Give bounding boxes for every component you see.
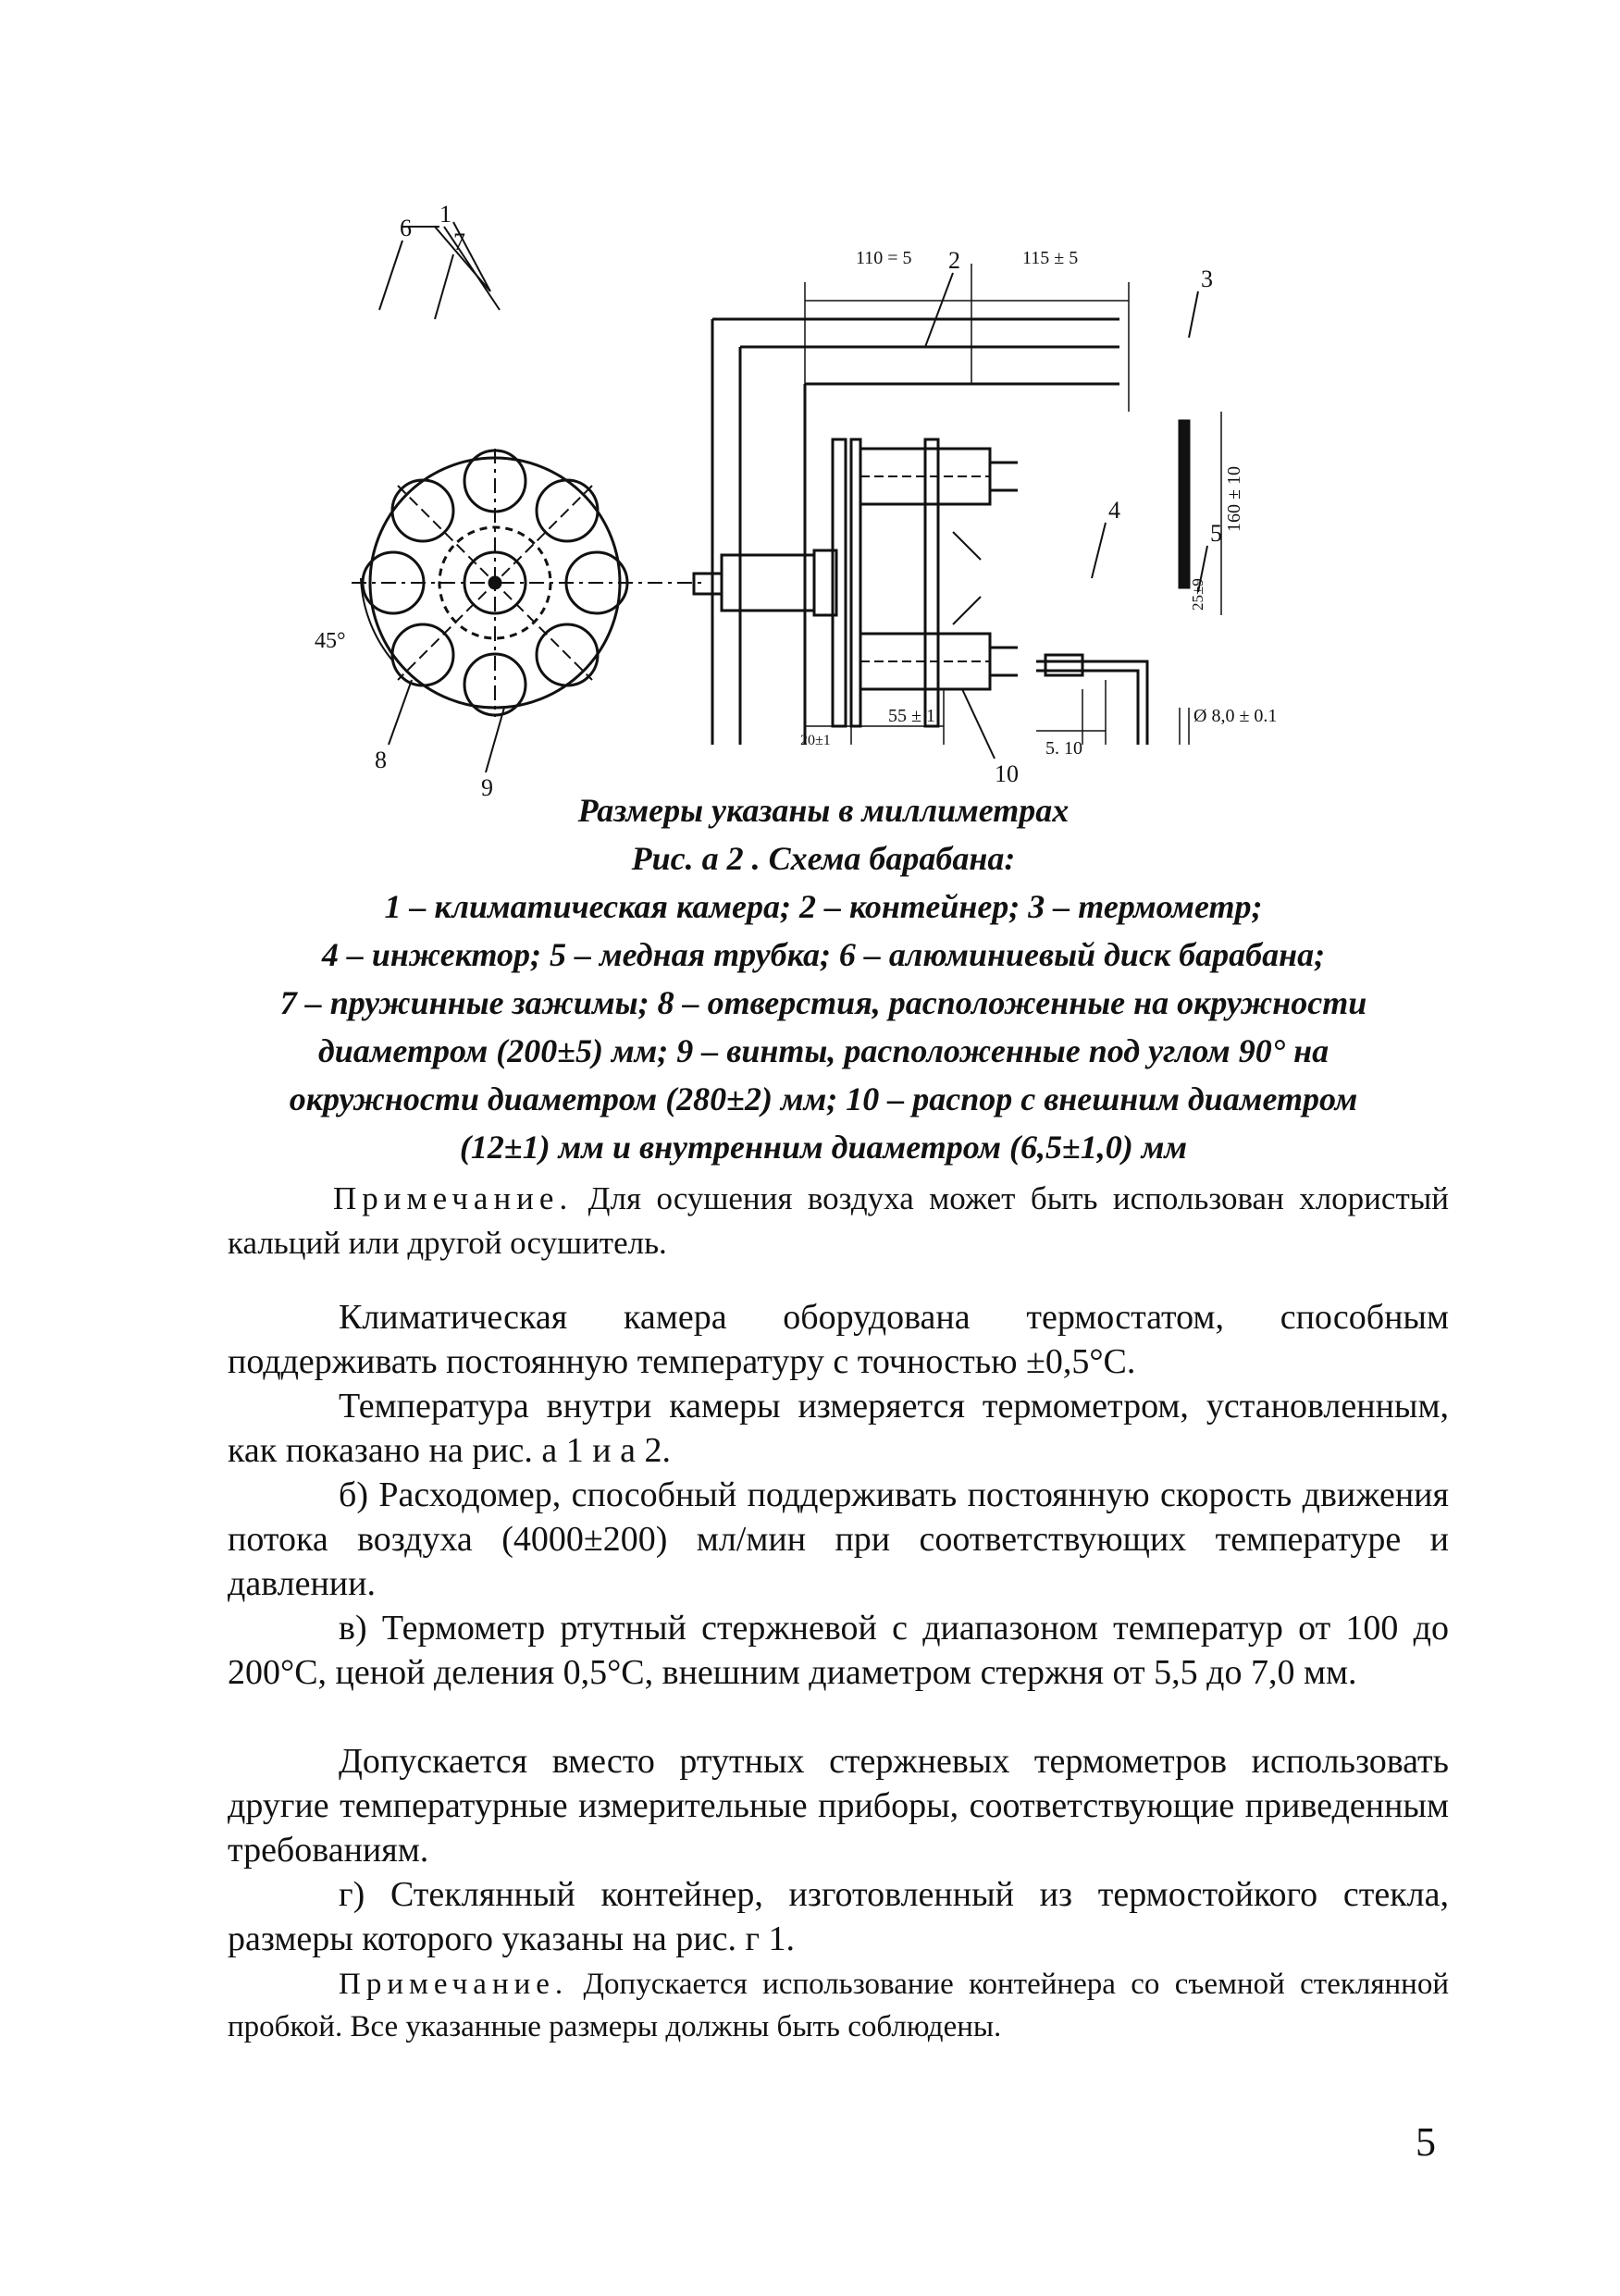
paragraph-thermostat: Климатическая камера оборудована термостатом, способным поддерживать постоянную температуру с точностью ±0,5°С.	[228, 1298, 1449, 1381]
dim-5-10: 5. 10	[1045, 738, 1082, 759]
label-8: 8	[375, 747, 387, 773]
paragraph-temperature: Температура внутри камеры измеряется термометром, установленным, как показано на рис. а 1 и а 2.	[228, 1387, 1449, 1470]
page-number: 5	[1416, 2119, 1436, 2165]
dim-160: 160 ± 10	[1224, 466, 1244, 532]
caption-legend-line: диаметром (200±5) мм; 9 – винты, расположенные под углом 90° на	[317, 1032, 1329, 1069]
note-container	[228, 1963, 1449, 2048]
note-text: Допускается использование контейнера со съемной стеклянной пробкой. Все указанные размеры должны быть соблюдены.	[228, 1968, 1449, 2043]
dim-115: 115 ± 5	[1022, 248, 1079, 268]
caption-units: Размеры указаны в миллиметрах	[577, 792, 1070, 829]
caption-legend-line: 1 – климатическая камера; 2 – контейнер; 3 – термометр;	[384, 888, 1263, 925]
label-10: 10	[995, 760, 1019, 787]
aluminium-disc-drawing	[352, 449, 703, 717]
drum-scheme-figure	[315, 201, 1314, 819]
paragraph-alternatives: Допускается вместо ртутных стержневых термометров использовать другие температурные измерительные приборы, соответствующие приведенным требованиям.	[228, 1742, 1449, 1870]
paragraph-thermometer: в) Термометр ртутный стержневой с диапазоном температур от 100 до 200°С, ценой деления 0,5°С, внешним диаметром стержня от 5,5 до 7,0 мм.	[228, 1609, 1449, 1692]
label-7: 7	[453, 228, 465, 255]
angle-label: 45°	[315, 629, 346, 653]
note-lead: Примечание.	[333, 1180, 574, 1216]
note-lead: Примечание.	[339, 1968, 569, 2001]
note-text: Для осушения воздуха может быть использован хлористый кальций или другой осушитель.	[228, 1180, 1449, 1261]
paragraph-flowmeter: б) Расходомер, способный поддерживать постоянную скорость движения потока воздуха (4000±200) мл/мин при соответствующих температуре и давлении.	[228, 1475, 1449, 1603]
paragraph-container: г) Стеклянный контейнер, изготовленный из термостойкого стекла, размеры которого указаны на рис. г 1.	[228, 1875, 1449, 1958]
label-3: 3	[1201, 265, 1213, 292]
label-1: 1	[439, 201, 451, 228]
dim-110: 110 = 5	[856, 248, 912, 268]
label-6: 6	[400, 215, 412, 241]
label-5: 5	[1210, 520, 1222, 547]
label-4: 4	[1108, 497, 1120, 524]
caption-legend-line: (12±1) мм и внутренним диаметром (6,5±1,0) мм	[459, 1129, 1188, 1166]
dim-20: 20±1	[800, 733, 831, 748]
note-drying	[228, 1177, 1449, 1265]
caption-figure-title: Рис. а 2 . Схема барабана:	[631, 840, 1016, 877]
label-2: 2	[948, 247, 960, 274]
caption-legend-line: 4 – инжектор; 5 – медная трубка; 6 – алюминиевый диск барабана;	[321, 936, 1326, 973]
label-9: 9	[481, 774, 493, 801]
dim-55: 55 ± 1	[888, 706, 935, 726]
caption-legend-line: 7 – пружинные зажимы; 8 – отверстия, расположенные на окружности	[279, 984, 1367, 1021]
caption-legend-line: окружности диаметром (280±2) мм; 10 – распор с внешним диаметром	[289, 1080, 1358, 1117]
dim-25: 25±9	[1189, 578, 1206, 611]
dim-8: Ø 8,0 ± 0.1	[1193, 706, 1278, 726]
